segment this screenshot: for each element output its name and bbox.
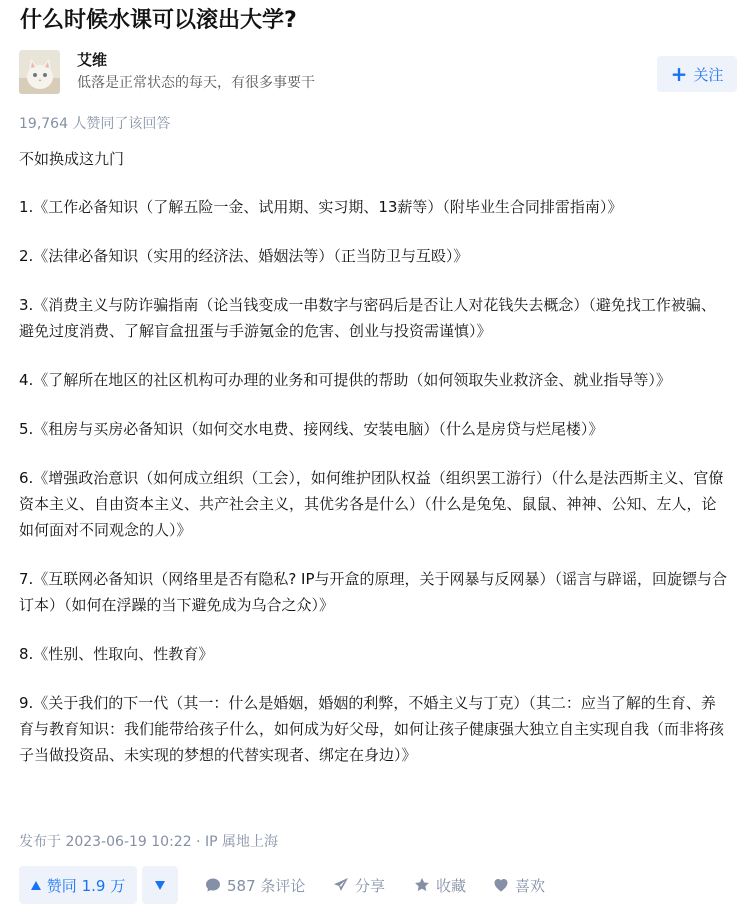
- vote-up-label: 赞同 1.9 万: [46, 876, 126, 895]
- like-button[interactable]: [493, 866, 545, 904]
- question-title[interactable]: 什么时候水课可以滚出大学?: [20, 8, 297, 33]
- author-headline: 低落是正常状态的每天，有很多事要干: [77, 75, 315, 91]
- answer-item-9: 9.《关于我们的下一代（其一：什么是婚姻，婚姻的利弊，不婚主义与丁克）（其二：应当了解的生育、养育与教育知识：我们能带给孩子什么，如何成为好父母，如何让孩子健康强大独立自主实现自我（而非将孩子当做投资品、未实现的梦想的代替实现者、绑定在身边）》: [19, 694, 725, 764]
- answer-item-3: 3.《消费主义与防诈骗指南（论当钱变成一串数字与密码后是否让人对花钱失去概念）（避免找工作被骗、避免过度消费、了解盲盒扭蛋与手游氪金的危害、创业与投资需谨慎）》: [19, 296, 716, 340]
- heart-icon: [493, 877, 509, 893]
- comment-label: 587 条评论: [227, 876, 306, 895]
- answer-item-1: 1.《工作必备知识（了解五险一金、试用期、实习期、13薪等）（附毕业生合同排雷指南）》: [19, 198, 623, 216]
- triangle-down-icon: [155, 881, 165, 890]
- plus-icon: +: [670, 62, 688, 86]
- vote-up-button[interactable]: [19, 866, 137, 904]
- triangle-up-icon: [31, 881, 41, 890]
- answer-content: [19, 146, 729, 791]
- answer-item-2: 2.《法律必备知识（实用的经济法、婚姻法等）（正当防卫与互殴）》: [19, 247, 469, 265]
- answer-intro: 不如换成这九门: [19, 150, 125, 168]
- vote-down-button[interactable]: [142, 866, 178, 904]
- follow-label: 关注: [693, 65, 724, 84]
- share-label: 分享: [355, 876, 386, 895]
- share-button[interactable]: [333, 866, 385, 904]
- like-label: 喜欢: [515, 876, 546, 895]
- publish-meta[interactable]: 发布于 2023-06-19 10:22 · IP 属地上海: [19, 834, 278, 850]
- answer-item-5: 5.《租房与买房必备知识（如何交水电费、接网线、安装电脑）（什么是房贷与烂尾楼）》: [19, 420, 604, 438]
- vote-summary: 19,764 人赞同了该回答: [19, 116, 171, 132]
- author-avatar[interactable]: [19, 50, 60, 94]
- answer-item-4: 4.《了解所在地区的社区机构可办理的业务和可提供的帮助（如何领取失业救济金、就业指导等）》: [19, 371, 671, 389]
- answer-item-7: 7.《互联网必备知识（网络里是否有隐私? IP与开盒的原理，关于网暴与反网暴）（谣言与辟谣，回旋镖与合订本）（如何在浮躁的当下避免成为乌合之众）》: [19, 570, 728, 614]
- author-name[interactable]: 艾维: [77, 51, 108, 69]
- answer-item-8: 8.《性别、性取向、性教育》: [19, 645, 214, 663]
- share-icon: [333, 877, 349, 893]
- comment-button[interactable]: [205, 866, 305, 904]
- comment-icon: [205, 877, 221, 893]
- follow-button[interactable]: [657, 56, 737, 92]
- favorite-label: 收藏: [436, 876, 467, 895]
- star-icon: [414, 877, 430, 893]
- cat-avatar-icon: [19, 50, 60, 94]
- favorite-button[interactable]: [414, 866, 466, 904]
- action-bar: [0, 866, 746, 906]
- answer-item-6: 6.《增强政治意识（如何成立组织（工会），如何维护团队权益（组织罢工游行）（什么是法西斯主义、官僚资本主义、自由资本主义、共产社会主义，其优劣各是什么）（什么是兔兔、鼠鼠、神神、公知、左人，论如何面对不同观念的人）》: [19, 469, 724, 539]
- author-info: [0, 50, 746, 100]
